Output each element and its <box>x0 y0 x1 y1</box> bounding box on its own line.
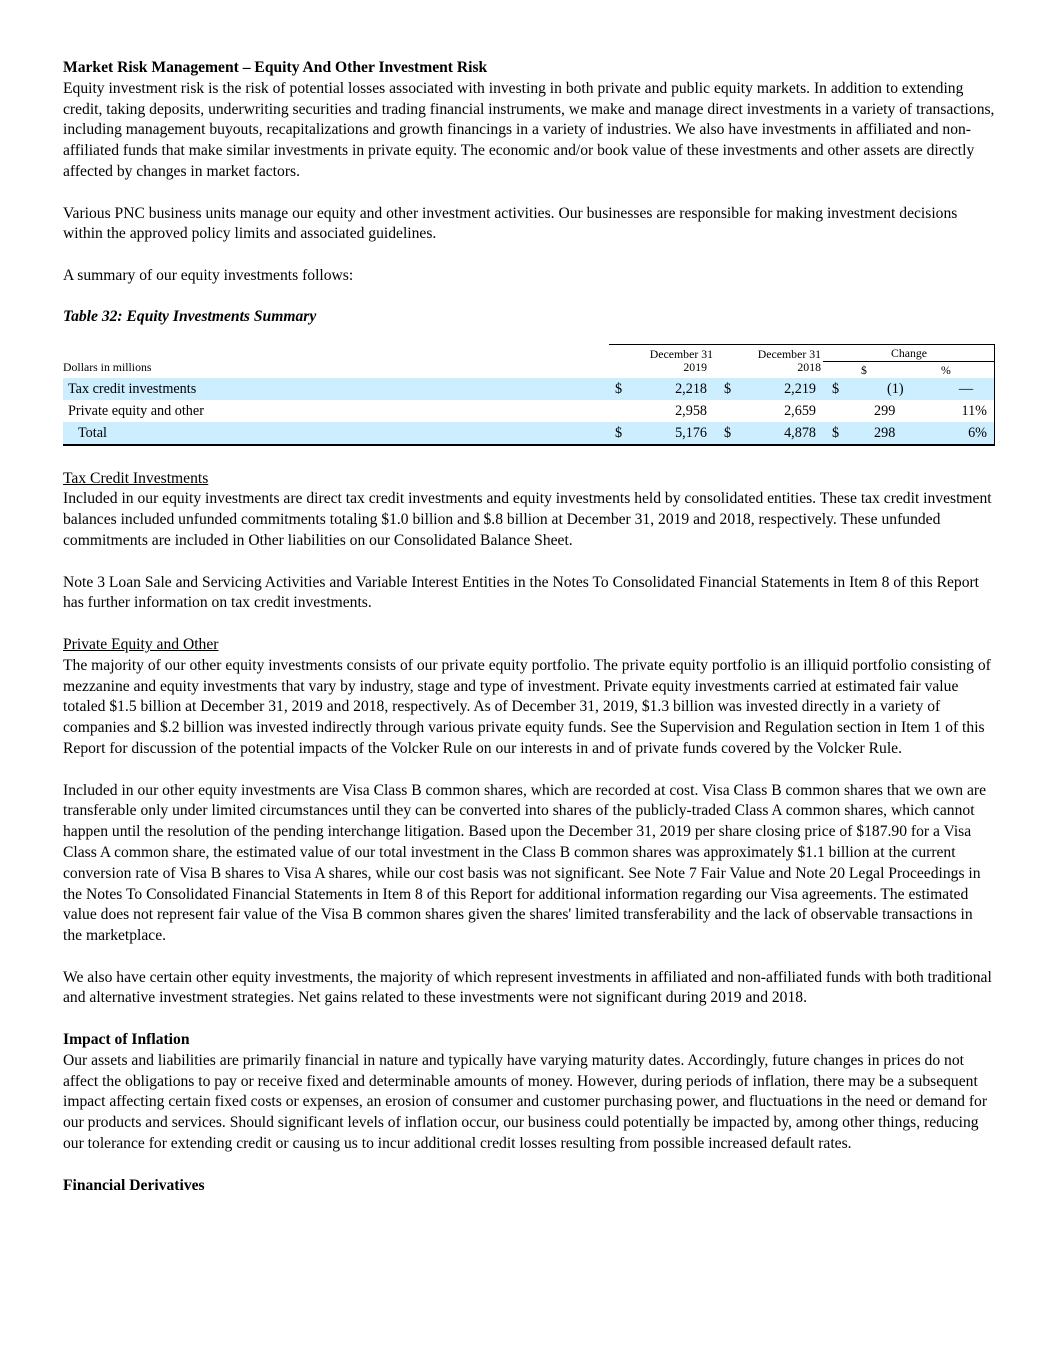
paragraph: Included in our equity investments are direct tax credit investments and equity investments held by consolidated entities. These tax credit investment balances included unfunded commitments totaling $1.0 billion and $.8 billion at December 31, 2019 and 2018, respectively. These unfunded commitments are included in Other liabilities on our Consolidated Balance Sheet. <box>63 490 992 549</box>
subheading-tax-credit: Tax Credit Investments <box>63 469 209 487</box>
row-currency-change: $ <box>832 424 840 441</box>
equity-investments-table <box>63 344 995 447</box>
row-change: 299 <box>874 402 896 419</box>
paragraph: Equity investment risk is the risk of potential losses associated with investing in both private and public equity markets. In addition to extending credit, taking deposits, underwriting securities and trading financial instruments, we make and manage direct investments in a variety of transactions, including management buyouts, recapitalizations and growth financings in a variety of industries. We also have investments in affiliated and non-affiliated funds that make similar investments in private equity. The economic and/or book value of these investments and other assets are directly affected by changes in market factors. <box>63 79 995 180</box>
table-title: Table 32: Equity Investments Summary <box>63 307 317 325</box>
row-value-2018: 4,878 <box>784 424 816 441</box>
row-currency-2018: $ <box>724 424 732 441</box>
table-row <box>63 378 995 400</box>
col-header-dollar: $ <box>861 362 867 377</box>
paragraph: We also have certain other equity investments, the majority of which represent investments in affiliated and non-affiliated funds with both traditional and alternative investment strategies. Net gains related to these investments were not significant during 2019 and 2018. <box>63 968 992 1007</box>
paragraph: Included in our other equity investments are Visa Class B common shares, which are recorded at cost. Visa Class B common shares that we own are transferable only under limited circumstances until they can be converted into shares of the publicly-traded Class A common shares, which cannot happen until the resolution of the pending interchange litigation. Based upon the December 31, 2019 per share closing price of $187.90 for a Visa Class A common share, the estimated value of our total investment in the Class B common shares was approximately $1.1 billion at the current conversion rate of Visa B shares to Visa A shares, while our cost basis was not significant. See Note 7 Fair Value and Note 20 Legal Proceedings in the Notes To Consolidated Financial Statements in Item 8 of this Report for additional information regarding our Visa agreements. The estimated value does not represent fair value of the Visa B common shares given the shares' limited transferability and the lack of observable transactions in the marketplace. <box>63 781 986 945</box>
col-header-2019-line1: December 31 <box>649 346 713 361</box>
col-header-2018-line1: December 31 <box>757 346 821 361</box>
row-value-2018: 2,659 <box>784 402 816 419</box>
table-header <box>63 344 995 378</box>
row-currency-2018: $ <box>724 380 732 397</box>
row-currency-2019: $ <box>615 380 623 397</box>
row-percent: 11% <box>961 402 987 419</box>
col-header-pct: % <box>941 362 951 377</box>
units-label: Dollars in millions <box>63 359 152 374</box>
col-header-2019 <box>623 348 713 374</box>
row-change: 298 <box>874 424 896 441</box>
paragraph: Note 3 Loan Sale and Servicing Activities and Variable Interest Entities in the Notes To Consolidated Financial Statements in Item 8 of this Report has further information on tax credit investments. <box>63 573 980 612</box>
row-percent: — <box>958 380 973 397</box>
row-currency-change: $ <box>832 380 840 397</box>
document-page <box>63 58 995 1196</box>
paragraph: The majority of our other equity investments consists of our private equity portfolio. The private equity portfolio is an illiquid portfolio consisting of mezzanine and equity investments that vary by industry, stage and type of investment. Private equity investments carried at estimated fair value totaled $1.5 billion at December 31, 2019 and 2018, respectively. As of December 31, 2019, $1.3 billion was invested directly in a variety of companies and $.2 billion was invested indirectly through various private equity funds. See the Supervision and Regulation section in Item 1 of this Report for discussion of the potential impacts of the Volcker Rule on our interests in and of private funds covered by the Volcker Rule. <box>63 656 991 757</box>
col-header-2018 <box>731 348 821 374</box>
paragraph: A summary of our equity investments follows: <box>63 266 354 284</box>
row-value-2019: 5,176 <box>675 424 707 441</box>
row-value-2018: 2,219 <box>784 380 816 397</box>
paragraph: Our assets and liabilities are primarily financial in nature and typically have varying maturity dates. Accordingly, future changes in prices do not affect the obligations to pay or receive fixed and determinable amounts of money. However, during periods of inflation, there may be a subsequent impact affecting certain fixed costs or expenses, an erosion of consumer and customer purchasing power, and fluctuations in the need or demand for our products and services. Should significant levels of inflation occur, our business could potentially be impacted by, among other things, reducing our tolerance for extending credit or causing us to incur additional credit losses resulting from possible increased default rates. <box>63 1051 988 1153</box>
row-currency-2019: $ <box>615 424 623 441</box>
table-row <box>63 400 995 422</box>
section-heading-derivatives: Financial Derivatives <box>63 1176 205 1194</box>
row-label: Private equity and other <box>68 402 204 419</box>
subheading-private-equity: Private Equity and Other <box>63 635 219 653</box>
col-header-2018-line2: 2018 <box>797 359 821 374</box>
paragraph: Various PNC business units manage our equity and other investment activities. Our businesses are responsible for making investment decisions within the approved policy limits and associated guidelines. <box>63 204 958 243</box>
section-heading-equity-risk: Market Risk Management – Equity And Other Investment Risk <box>63 59 488 76</box>
row-change: (1) <box>887 380 904 397</box>
row-label: Tax credit investments <box>68 380 197 397</box>
row-value-2019: 2,958 <box>675 402 707 419</box>
row-value-2019: 2,218 <box>675 380 707 397</box>
table-row-total <box>63 422 995 444</box>
col-header-2019-line2: 2019 <box>683 359 707 374</box>
section-heading-inflation: Impact of Inflation <box>63 1031 190 1049</box>
row-label: Total <box>78 424 107 441</box>
row-percent: 6% <box>968 424 987 441</box>
col-header-change: Change <box>890 345 928 360</box>
